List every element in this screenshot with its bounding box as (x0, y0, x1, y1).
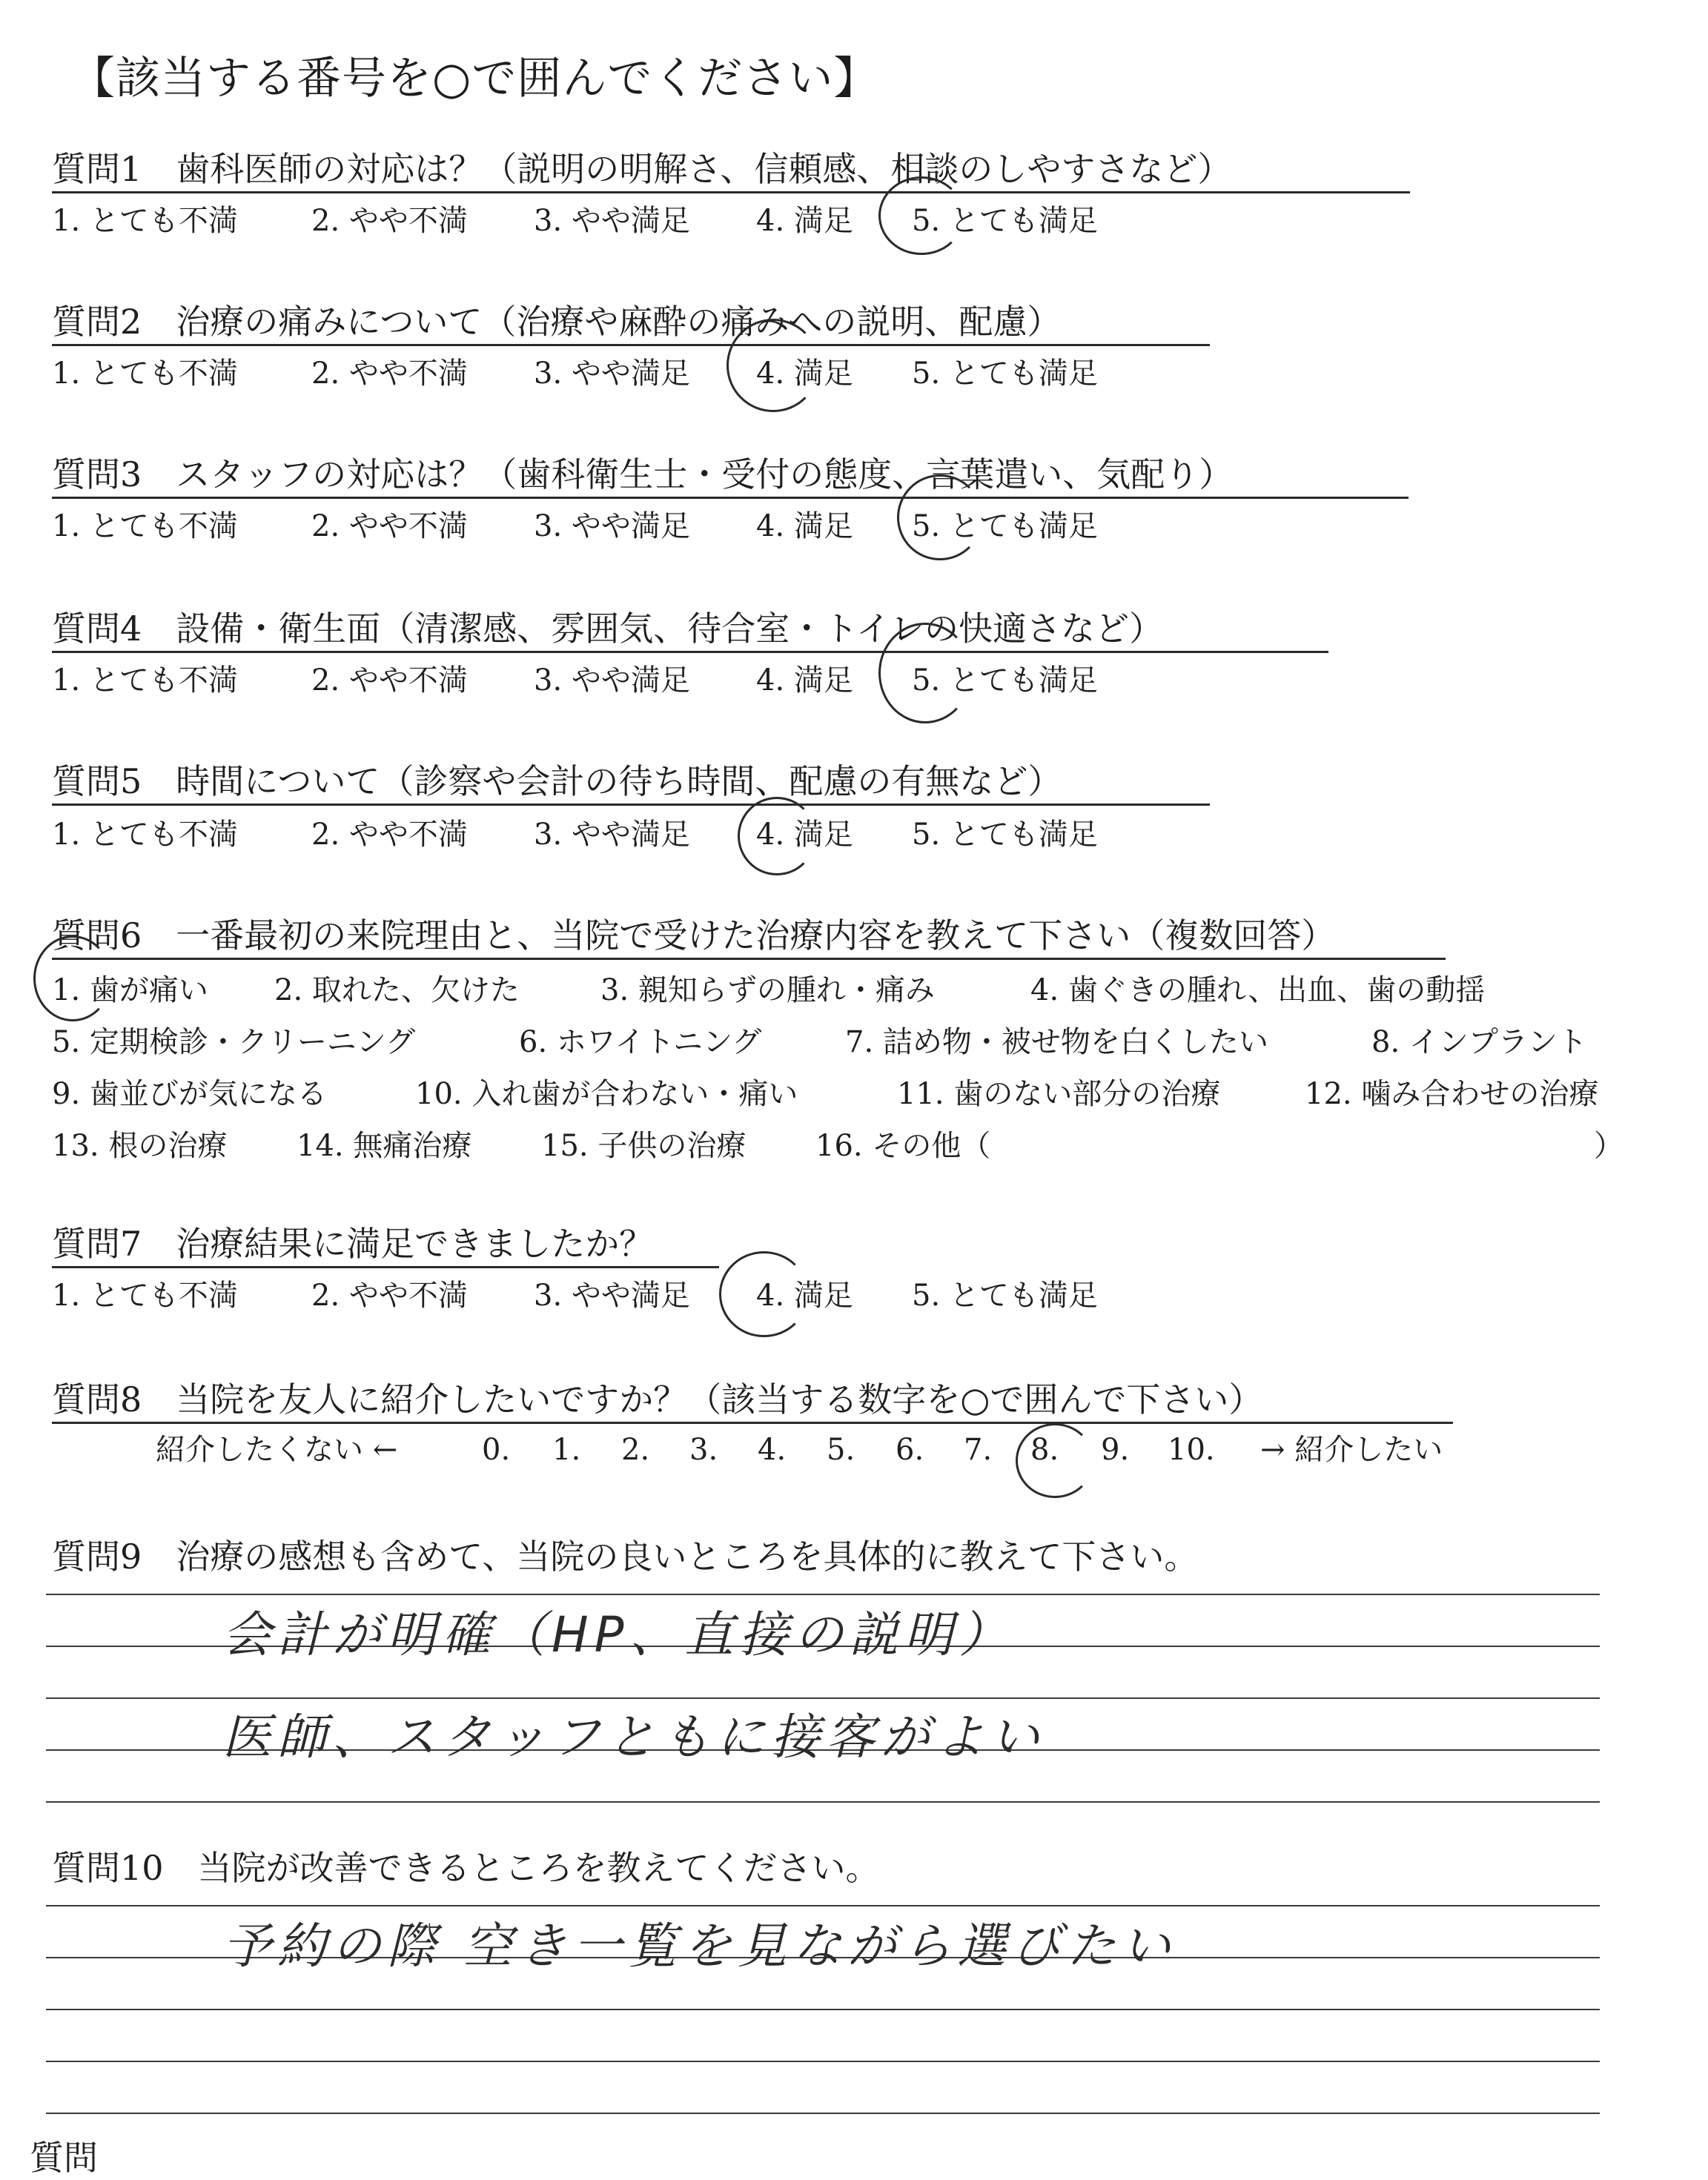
q7-title: 質問7 治療結果に満足できましたか？ (52, 1224, 654, 1264)
q3-option-5[interactable]: 5. とても満足 (912, 509, 1098, 543)
q3-option-1[interactable]: 1. とても不満 (52, 509, 238, 543)
q3-title: 質問3 スタッフの対応は？（歯科衛生士・受付の態度、言葉遣い、気配り） (52, 454, 1234, 494)
q1-answer-circle (878, 176, 964, 255)
q5-option-1[interactable]: 1. とても不満 (52, 818, 238, 852)
q2-option-3[interactable]: 3. やや満足 (534, 357, 690, 391)
q8-rule (52, 1422, 1453, 1424)
q6-option-3[interactable]: 3. 親知らずの腫れ・痛み (600, 973, 935, 1007)
q3-answer-circle (897, 474, 983, 560)
q3-option-2[interactable]: 2. やや不満 (311, 509, 468, 543)
q6-option-14[interactable]: 14. 無痛治療 (297, 1129, 472, 1163)
q2-option-5[interactable]: 5. とても満足 (912, 357, 1098, 391)
q4-answer-circle (878, 623, 972, 723)
q10-line-3 (46, 2009, 1600, 2010)
q6-option-12[interactable]: 12. 噛み合わせの治療 (1305, 1077, 1599, 1111)
q8-scale-1[interactable]: 1. (552, 1433, 581, 1467)
q8-scale-3[interactable]: 3. (689, 1433, 718, 1467)
q4-option-4[interactable]: 4. 満足 (756, 663, 853, 698)
q6-option-8[interactable]: 8. インプラント (1371, 1025, 1587, 1059)
q6-option-6[interactable]: 6. ホワイトニング (519, 1025, 762, 1059)
q5-option-5[interactable]: 5. とても満足 (912, 818, 1098, 852)
q8-scale-9[interactable]: 9. (1101, 1433, 1130, 1467)
q1-option-1[interactable]: 1. とても不満 (52, 204, 238, 238)
q4-option-3[interactable]: 3. やや満足 (534, 663, 690, 698)
q6-option-11[interactable]: 11. 歯のない部分の治療 (897, 1077, 1221, 1111)
q6-answer-circle (33, 935, 112, 1021)
q4-option-1[interactable]: 1. とても不満 (52, 663, 238, 698)
q2-option-4[interactable]: 4. 満足 (756, 357, 853, 391)
q8-answer-circle (1016, 1423, 1094, 1498)
q8-title: 質問8 当院を友人に紹介したいですか？（該当する数字を○で囲んで下さい） (52, 1379, 1263, 1419)
instruction-header: 【該当する番号を○で囲んでください】 (70, 53, 879, 105)
q8-scale-7[interactable]: 7. (964, 1433, 993, 1467)
q5-answer-circle (738, 797, 816, 875)
q1-title: 質問1 歯科医師の対応は？（説明の明解さ、信頼感、相談のしやすさなど） (52, 149, 1232, 189)
q6-option-1[interactable]: 1. 歯が痛い (52, 973, 208, 1007)
q3-option-3[interactable]: 3. やや満足 (534, 509, 690, 543)
q5-rule (52, 804, 1210, 806)
q8-scale-10[interactable]: 10. (1168, 1433, 1215, 1467)
q7-option-3[interactable]: 3. やや満足 (534, 1279, 690, 1313)
q5-option-4[interactable]: 4. 満足 (756, 818, 853, 852)
q2-option-1[interactable]: 1. とても不満 (52, 357, 238, 391)
q2-answer-circle (726, 319, 820, 412)
q5-option-3[interactable]: 3. やや満足 (534, 818, 690, 852)
q1-option-5[interactable]: 5. とても満足 (912, 204, 1098, 238)
q5-option-2[interactable]: 2. やや不満 (311, 818, 468, 852)
footer-fragment: 質問 (30, 2138, 98, 2178)
q8-scale-6[interactable]: 6. (896, 1433, 924, 1467)
q8-scale-5[interactable]: 5. (827, 1433, 855, 1467)
q1-option-4[interactable]: 4. 満足 (756, 204, 853, 238)
q3-option-4[interactable]: 4. 満足 (756, 509, 853, 543)
q2-rule (52, 344, 1210, 346)
q9-handwritten-answer-1: 会計が明確（HP、直接の説明） (222, 1606, 1014, 1663)
q6-option-13[interactable]: 13. 根の治療 (52, 1129, 228, 1163)
q6-option-9[interactable]: 9. 歯並びが気になる (52, 1077, 327, 1111)
q6-rule (52, 958, 1446, 960)
q10-line-4 (46, 2061, 1600, 2062)
q8-scale-0[interactable]: 0. (482, 1433, 511, 1467)
q8-scale-2[interactable]: 2. (621, 1433, 650, 1467)
q4-option-2[interactable]: 2. やや不満 (311, 663, 468, 698)
q2-title: 質問2 治療の痛みについて（治療や麻酔の痛みへの説明、配慮） (52, 302, 1062, 342)
q2-option-2[interactable]: 2. やや不満 (311, 357, 468, 391)
q4-rule (52, 651, 1328, 653)
q6-option-5[interactable]: 5. 定期検診・クリーニング (52, 1025, 416, 1059)
q4-option-5[interactable]: 5. とても満足 (912, 663, 1098, 698)
q1-option-3[interactable]: 3. やや満足 (534, 204, 690, 238)
q8-scale-8[interactable]: 8. (1030, 1433, 1059, 1467)
q8-right-label: → 紹介したい (1260, 1433, 1443, 1467)
q9-title: 質問9 治療の感想も含めて、当院の良いところを具体的に教えて下さい。 (52, 1537, 1199, 1577)
q8-left-label: 紹介したくない ← (156, 1433, 398, 1467)
q6-option-4[interactable]: 4. 歯ぐきの腫れ、出血、歯の動揺 (1030, 973, 1486, 1007)
q9-line-5 (46, 1801, 1600, 1803)
q9-handwritten-answer-2: 医師、スタッフともに接客がよい (222, 1709, 1045, 1766)
q7-option-2[interactable]: 2. やや不満 (311, 1279, 468, 1313)
q1-rule (52, 191, 1410, 193)
q6-title: 質問6 一番最初の来院理由と、当院で受けた治療内容を教えて下さい（複数回答） (52, 915, 1336, 955)
q6-option-2[interactable]: 2. 取れた、欠けた (274, 973, 520, 1007)
q6-other-close-paren: ） (1594, 1129, 1623, 1163)
q7-option-4[interactable]: 4. 満足 (756, 1279, 853, 1313)
q7-option-1[interactable]: 1. とても不満 (52, 1279, 238, 1313)
q6-option-16[interactable]: 16. その他（ (815, 1129, 991, 1163)
q6-option-7[interactable]: 7. 詰め物・被せ物を白くしたい (845, 1025, 1268, 1059)
q4-title: 質問4 設備・衛生面（清潔感、雰囲気、待合室・トイレの快適さなど） (52, 609, 1163, 649)
q10-line-5 (46, 2113, 1600, 2114)
q7-option-5[interactable]: 5. とても満足 (912, 1279, 1098, 1313)
q6-option-15[interactable]: 15. 子供の治療 (541, 1129, 747, 1163)
q5-title: 質問5 時間について（診察や会計の待ち時間、配慮の有無など） (52, 761, 1062, 801)
q10-handwritten-answer-1: 予約の際 空き一覧を見ながら選びたい (222, 1918, 1176, 1975)
q7-answer-circle (719, 1251, 809, 1337)
q1-option-2[interactable]: 2. やや不満 (311, 204, 468, 238)
q3-rule (52, 497, 1409, 499)
q7-rule (52, 1266, 719, 1268)
q8-scale-4[interactable]: 4. (758, 1433, 787, 1467)
q10-title: 質問10 当院が改善できるところを教えてください。 (52, 1848, 880, 1888)
q6-option-10[interactable]: 10. 入れ歯が合わない・痛い (415, 1077, 798, 1111)
